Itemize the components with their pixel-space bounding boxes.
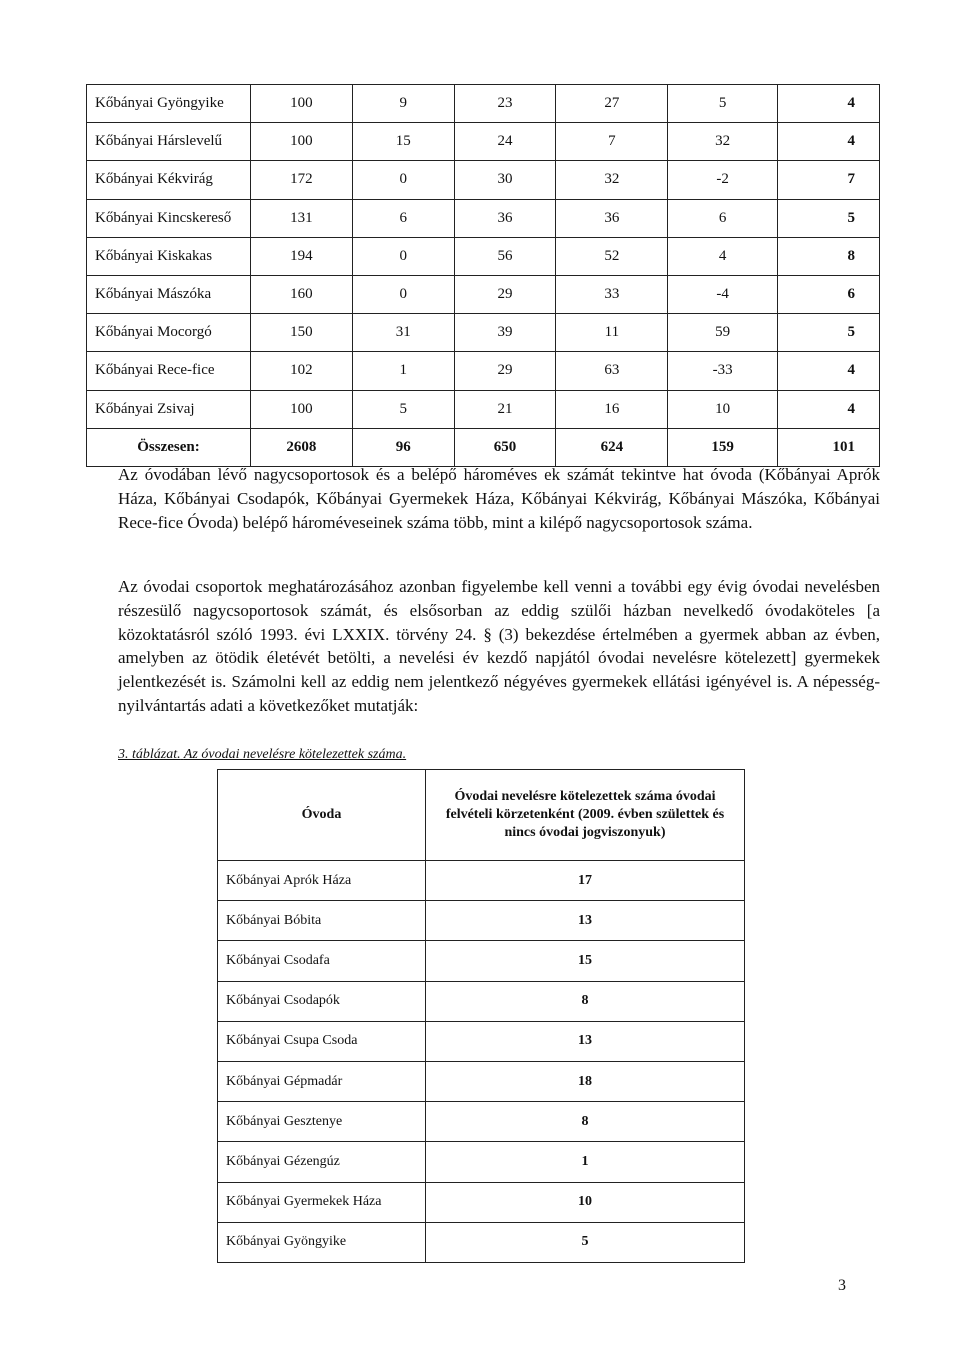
caption-prefix: 3. táblázat. (118, 747, 181, 762)
table-row (218, 1222, 745, 1262)
table-cell: 100 (250, 123, 352, 161)
table-cell: 150 (250, 314, 352, 352)
table-cell: 4 (668, 237, 778, 275)
table-cell: -4 (668, 275, 778, 313)
table-cell: 15 (352, 123, 454, 161)
table-cell: 7 (556, 123, 668, 161)
table-caption (118, 747, 406, 763)
table-cell: 5 (778, 314, 880, 352)
table-cell: 52 (556, 237, 668, 275)
table-row (218, 1182, 745, 1222)
table-cell: 23 (454, 85, 556, 123)
table-cell: 8 (778, 237, 880, 275)
header-kindergarten: Óvoda (218, 770, 426, 861)
table-cell: 11 (556, 314, 668, 352)
table-row (218, 1102, 745, 1142)
table-row (218, 1142, 745, 1182)
table-cell: 1 (352, 352, 454, 390)
table-cell: 10 (668, 390, 778, 428)
kindergarten-name: Kőbányai Kincskereső (87, 199, 251, 237)
table-cell: 650 (454, 428, 556, 466)
table-cell: 194 (250, 237, 352, 275)
table-cell: 4 (778, 390, 880, 428)
table-row (218, 981, 745, 1021)
kindergarten-name: Kőbányai Csupa Csoda (218, 1021, 426, 1061)
table-row (218, 901, 745, 941)
caption-text: Az óvodai nevelésre kötelezettek száma. (183, 747, 407, 762)
table-cell: 6 (778, 275, 880, 313)
table-row (218, 861, 745, 901)
table-row (87, 199, 880, 237)
table-cell: 2608 (250, 428, 352, 466)
table-cell: 5 (352, 390, 454, 428)
total-row (87, 428, 880, 466)
kindergarten-name: Kőbányai Rece-fice (87, 352, 251, 390)
table-cell: 36 (556, 199, 668, 237)
table-cell: -2 (668, 161, 778, 199)
kindergarten-name: Kőbányai Csodafa (218, 941, 426, 981)
paragraph-intro: Az óvodában lévő nagycsoportosok és a belépő hároméves ek számát tekintve hat óvoda (Kőbányai Aprók Háza, Kőbányai Csodapók, Kőbányai Gyermekek Háza, Kőbányai Kékvirág, Kőbányai Mászóka, Kőbányai Rece-fice Óvoda) belépő hároméveseinek száma több, mint a kilépő nagycsoportosok száma. (118, 465, 880, 532)
table-cell: 96 (352, 428, 454, 466)
kindergarten-name: Összesen: (87, 428, 251, 466)
table-cell: 27 (556, 85, 668, 123)
table-cell: 624 (556, 428, 668, 466)
obligated-count: 8 (426, 1102, 745, 1142)
obligated-count: 10 (426, 1182, 745, 1222)
table-cell: -33 (668, 352, 778, 390)
obligated-count: 5 (426, 1222, 745, 1262)
table-cell: 6 (352, 199, 454, 237)
table-row (87, 237, 880, 275)
obligated-count: 13 (426, 1021, 745, 1061)
table-cell: 100 (250, 390, 352, 428)
table-cell: 32 (668, 123, 778, 161)
table-cell: 4 (778, 352, 880, 390)
kindergarten-name: Kőbányai Aprók Háza (218, 861, 426, 901)
table-header-row (218, 770, 745, 861)
obligated-count: 13 (426, 901, 745, 941)
table-cell: 131 (250, 199, 352, 237)
table-cell: 7 (778, 161, 880, 199)
table-cell: 4 (778, 123, 880, 161)
table-row (87, 123, 880, 161)
table-cell: 32 (556, 161, 668, 199)
table-cell: 39 (454, 314, 556, 352)
table-cell: 100 (250, 85, 352, 123)
kindergarten-name: Kőbányai Kiskakas (87, 237, 251, 275)
kindergarten-name: Kőbányai Gézengúz (218, 1142, 426, 1182)
table-cell: 63 (556, 352, 668, 390)
table-row (218, 1021, 745, 1061)
obligated-children-table (217, 769, 745, 1263)
table-cell: 0 (352, 161, 454, 199)
table-cell: 30 (454, 161, 556, 199)
obligated-count: 1 (426, 1142, 745, 1182)
header-obligated-count: Óvodai nevelésre kötelezettek száma óvodai felvételi körzetenként (2009. évben születtek és nincs óvodai jogviszonyuk) (426, 770, 745, 861)
table-cell: 0 (352, 275, 454, 313)
table-row (87, 85, 880, 123)
obligated-count: 15 (426, 941, 745, 981)
table-row (87, 161, 880, 199)
obligated-count: 18 (426, 1061, 745, 1101)
table-row (87, 352, 880, 390)
table-cell: 59 (668, 314, 778, 352)
table-cell: 101 (778, 428, 880, 466)
kindergarten-name: Kőbányai Gyermekek Háza (218, 1182, 426, 1222)
table-cell: 6 (668, 199, 778, 237)
table-row (218, 941, 745, 981)
table-cell: 24 (454, 123, 556, 161)
kindergarten-name: Kőbányai Hárslevelű (87, 123, 251, 161)
table-cell: 102 (250, 352, 352, 390)
table-cell: 172 (250, 161, 352, 199)
kindergarten-name: Kőbányai Bóbita (218, 901, 426, 941)
table-row (218, 1061, 745, 1101)
kindergarten-name: Kőbányai Gépmadár (218, 1061, 426, 1101)
table-row (87, 314, 880, 352)
kindergarten-name: Kőbányai Gesztenye (218, 1102, 426, 1142)
kindergarten-name: Kőbányai Zsivaj (87, 390, 251, 428)
table-cell: 56 (454, 237, 556, 275)
kindergarten-name: Kőbányai Gyöngyike (218, 1222, 426, 1262)
obligated-count: 17 (426, 861, 745, 901)
table-cell: 33 (556, 275, 668, 313)
table-cell: 9 (352, 85, 454, 123)
table-cell: 5 (668, 85, 778, 123)
page-number: 3 (838, 1277, 846, 1294)
table-cell: 31 (352, 314, 454, 352)
table-cell: 159 (668, 428, 778, 466)
table-cell: 36 (454, 199, 556, 237)
kindergarten-name: Kőbányai Kékvirág (87, 161, 251, 199)
kindergarten-name: Kőbányai Mocorgó (87, 314, 251, 352)
paragraph-groups: Az óvodai csoportok meghatározásához azonban figyelembe kell venni a további egy évig óvodai nevelésben részesülő nagycsoportosok számát, és elsősorban az eddig szülői házban nevelkedő óvodaköteles [a közoktatásról szóló 1993. évi LXXIX. törvény 24. § (3) bekezdése értelmében a gyermek abban az évben, amelyben az ötödik életévét betölti, a nevelési év kezdő napjától óvodai nevelésre kötelezett] gyermekek jelentkezését is. Számolni kell az eddig nem jelentkező négyéves gyermekek ellátási igényével is. A népesség-nyilvántartás adati a következőket mutatják: (118, 577, 880, 715)
obligated-count: 8 (426, 981, 745, 1021)
kindergarten-name: Kőbányai Csodapók (218, 981, 426, 1021)
table-row (87, 275, 880, 313)
table-row (87, 390, 880, 428)
table-cell: 4 (778, 85, 880, 123)
table-cell: 16 (556, 390, 668, 428)
kindergarten-name: Kőbányai Gyöngyike (87, 85, 251, 123)
table-cell: 29 (454, 275, 556, 313)
table-cell: 29 (454, 352, 556, 390)
table-cell: 160 (250, 275, 352, 313)
table-cell: 5 (778, 199, 880, 237)
kindergarten-statistics-table (86, 84, 880, 467)
table-cell: 21 (454, 390, 556, 428)
table-cell: 0 (352, 237, 454, 275)
kindergarten-name: Kőbányai Mászóka (87, 275, 251, 313)
